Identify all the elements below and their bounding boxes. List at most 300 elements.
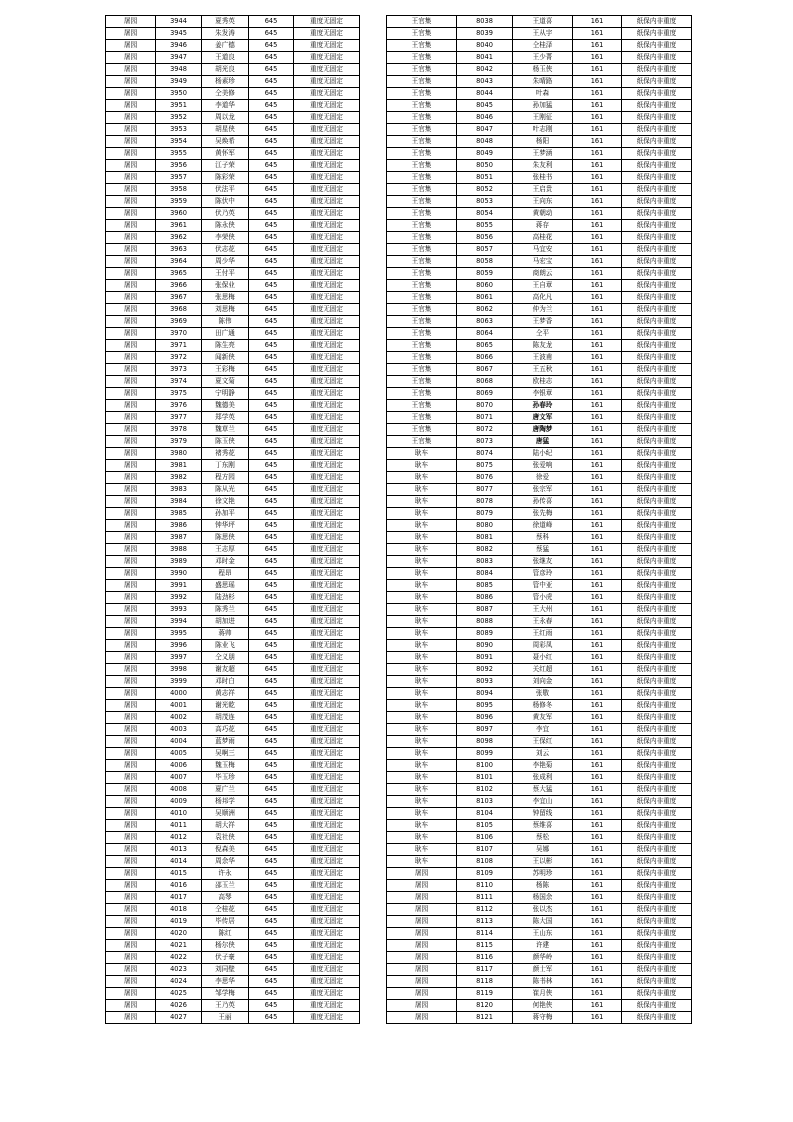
serial-number-cell: 3949 bbox=[156, 76, 202, 88]
amount-cell: 645 bbox=[249, 568, 294, 580]
table-row bbox=[387, 280, 692, 292]
amount-cell: 161 bbox=[573, 112, 622, 124]
amount-cell: 161 bbox=[573, 232, 622, 244]
table-row bbox=[387, 832, 692, 844]
table-row bbox=[387, 196, 692, 208]
category-cell: 重度无固定 bbox=[294, 700, 360, 712]
name-cell: 王乃英 bbox=[202, 1000, 249, 1012]
town-cell: 屠园 bbox=[106, 64, 156, 76]
serial-number-cell: 8039 bbox=[457, 28, 513, 40]
town-cell: 王官集 bbox=[387, 424, 457, 436]
name-cell: 张宗军 bbox=[513, 484, 573, 496]
category-cell: 重度无固定 bbox=[294, 448, 360, 460]
amount-cell: 161 bbox=[573, 592, 622, 604]
amount-cell: 161 bbox=[573, 796, 622, 808]
amount-cell: 161 bbox=[573, 568, 622, 580]
table-row bbox=[106, 640, 360, 652]
name-cell: 毕传居 bbox=[202, 916, 249, 928]
town-cell: 屠园 bbox=[106, 904, 156, 916]
name-cell: 王刚征 bbox=[513, 112, 573, 124]
category-cell: 纸保内非重度 bbox=[622, 532, 692, 544]
serial-number-cell: 8119 bbox=[457, 988, 513, 1000]
table-row bbox=[106, 232, 360, 244]
town-cell: 耿车 bbox=[387, 544, 457, 556]
serial-number-cell: 3987 bbox=[156, 532, 202, 544]
town-cell: 耿车 bbox=[387, 496, 457, 508]
name-cell: 叶森 bbox=[513, 88, 573, 100]
name-cell: 王红雨 bbox=[513, 628, 573, 640]
town-cell: 王官集 bbox=[387, 244, 457, 256]
name-cell: 高巧花 bbox=[202, 724, 249, 736]
name-cell: 黄怀军 bbox=[202, 148, 249, 160]
category-cell: 重度无固定 bbox=[294, 208, 360, 220]
town-cell: 屠园 bbox=[106, 16, 156, 28]
category-cell: 重度无固定 bbox=[294, 784, 360, 796]
category-cell: 纸保内非重度 bbox=[622, 340, 692, 352]
category-cell: 重度无固定 bbox=[294, 28, 360, 40]
amount-cell: 161 bbox=[573, 616, 622, 628]
table-row bbox=[106, 988, 360, 1000]
serial-number-cell: 8080 bbox=[457, 520, 513, 532]
serial-number-cell: 3951 bbox=[156, 100, 202, 112]
name-cell: 胡大祥 bbox=[202, 820, 249, 832]
amount-cell: 161 bbox=[573, 28, 622, 40]
table-row bbox=[106, 796, 360, 808]
amount-cell: 645 bbox=[249, 16, 294, 28]
category-cell: 纸保内非重度 bbox=[622, 784, 692, 796]
category-cell: 纸保内非重度 bbox=[622, 424, 692, 436]
table-row bbox=[387, 592, 692, 604]
name-cell: 王道良 bbox=[202, 52, 249, 64]
amount-cell: 161 bbox=[573, 784, 622, 796]
name-cell: 胡加进 bbox=[202, 616, 249, 628]
amount-cell: 161 bbox=[573, 808, 622, 820]
name-cell: 伏子豪 bbox=[202, 952, 249, 964]
serial-number-cell: 4024 bbox=[156, 976, 202, 988]
amount-cell: 161 bbox=[573, 52, 622, 64]
category-cell: 纸保内非重度 bbox=[622, 508, 692, 520]
category-cell: 纸保内非重度 bbox=[622, 652, 692, 664]
amount-cell: 161 bbox=[573, 604, 622, 616]
table-row bbox=[387, 760, 692, 772]
category-cell: 纸保内非重度 bbox=[622, 880, 692, 892]
category-cell: 重度无固定 bbox=[294, 64, 360, 76]
serial-number-cell: 8075 bbox=[457, 460, 513, 472]
amount-cell: 645 bbox=[249, 940, 294, 952]
table-row bbox=[387, 376, 692, 388]
name-cell: 杨尔侠 bbox=[202, 940, 249, 952]
town-cell: 屠园 bbox=[106, 208, 156, 220]
category-cell: 纸保内非重度 bbox=[622, 988, 692, 1000]
table-row bbox=[106, 364, 360, 376]
town-cell: 王官集 bbox=[387, 208, 457, 220]
name-cell: 李银章 bbox=[513, 388, 573, 400]
serial-number-cell: 3945 bbox=[156, 28, 202, 40]
serial-number-cell: 3994 bbox=[156, 616, 202, 628]
amount-cell: 645 bbox=[249, 112, 294, 124]
category-cell: 重度无固定 bbox=[294, 604, 360, 616]
amount-cell: 161 bbox=[573, 940, 622, 952]
table-row bbox=[106, 976, 360, 988]
table-row bbox=[106, 160, 360, 172]
serial-number-cell: 3944 bbox=[156, 16, 202, 28]
category-cell: 纸保内非重度 bbox=[622, 928, 692, 940]
amount-cell: 645 bbox=[249, 652, 294, 664]
town-cell: 王官集 bbox=[387, 136, 457, 148]
town-cell: 王官集 bbox=[387, 16, 457, 28]
town-cell: 屠园 bbox=[106, 892, 156, 904]
town-cell: 屠园 bbox=[106, 1000, 156, 1012]
name-cell: 胡星侠 bbox=[202, 124, 249, 136]
table-row bbox=[106, 184, 360, 196]
town-cell: 屠园 bbox=[106, 928, 156, 940]
serial-number-cell: 3997 bbox=[156, 652, 202, 664]
town-cell: 王官集 bbox=[387, 160, 457, 172]
table-row bbox=[387, 64, 692, 76]
amount-cell: 645 bbox=[249, 28, 294, 40]
category-cell: 重度无固定 bbox=[294, 676, 360, 688]
town-cell: 屠园 bbox=[106, 148, 156, 160]
category-cell: 重度无固定 bbox=[294, 436, 360, 448]
amount-cell: 161 bbox=[573, 976, 622, 988]
serial-number-cell: 8092 bbox=[457, 664, 513, 676]
table-row bbox=[106, 472, 360, 484]
category-cell: 重度无固定 bbox=[294, 376, 360, 388]
name-cell: 田广通 bbox=[202, 328, 249, 340]
table-row bbox=[387, 184, 692, 196]
category-cell: 纸保内非重度 bbox=[622, 556, 692, 568]
name-cell: 王彩梅 bbox=[202, 364, 249, 376]
category-cell: 重度无固定 bbox=[294, 232, 360, 244]
name-cell: 朱发涛 bbox=[202, 28, 249, 40]
category-cell: 重度无固定 bbox=[294, 220, 360, 232]
amount-cell: 161 bbox=[573, 916, 622, 928]
amount-cell: 161 bbox=[573, 292, 622, 304]
serial-number-cell: 3964 bbox=[156, 256, 202, 268]
town-cell: 屠园 bbox=[106, 136, 156, 148]
serial-number-cell: 3984 bbox=[156, 496, 202, 508]
table-row bbox=[106, 484, 360, 496]
amount-cell: 645 bbox=[249, 484, 294, 496]
category-cell: 重度无固定 bbox=[294, 52, 360, 64]
name-cell: 王梦涵 bbox=[513, 148, 573, 160]
category-cell: 纸保内非重度 bbox=[622, 388, 692, 400]
town-cell: 屠园 bbox=[106, 544, 156, 556]
town-cell: 耿车 bbox=[387, 628, 457, 640]
category-cell: 纸保内非重度 bbox=[622, 712, 692, 724]
amount-cell: 645 bbox=[249, 856, 294, 868]
serial-number-cell: 8053 bbox=[457, 196, 513, 208]
serial-number-cell: 3958 bbox=[156, 184, 202, 196]
table-row bbox=[106, 724, 360, 736]
category-cell: 纸保内非重度 bbox=[622, 244, 692, 256]
table-row bbox=[106, 76, 360, 88]
category-cell: 纸保内非重度 bbox=[622, 964, 692, 976]
town-cell: 屠园 bbox=[106, 808, 156, 820]
category-cell: 重度无固定 bbox=[294, 472, 360, 484]
serial-number-cell: 8038 bbox=[457, 16, 513, 28]
name-cell: 胡茂连 bbox=[202, 712, 249, 724]
town-cell: 屠园 bbox=[106, 400, 156, 412]
amount-cell: 161 bbox=[573, 496, 622, 508]
category-cell: 纸保内非重度 bbox=[622, 916, 692, 928]
category-cell: 纸保内非重度 bbox=[622, 208, 692, 220]
serial-number-cell: 3952 bbox=[156, 112, 202, 124]
category-cell: 重度无固定 bbox=[294, 268, 360, 280]
serial-number-cell: 8102 bbox=[457, 784, 513, 796]
table-row bbox=[106, 412, 360, 424]
category-cell: 重度无固定 bbox=[294, 880, 360, 892]
name-cell: 陈思侠 bbox=[202, 532, 249, 544]
name-cell: 马宜安 bbox=[513, 244, 573, 256]
table-row bbox=[387, 40, 692, 52]
town-cell: 耿车 bbox=[387, 556, 457, 568]
name-cell: 倪森美 bbox=[202, 844, 249, 856]
name-cell: 王付平 bbox=[202, 268, 249, 280]
category-cell: 纸保内非重度 bbox=[622, 580, 692, 592]
amount-cell: 161 bbox=[573, 736, 622, 748]
table-row bbox=[106, 760, 360, 772]
table-row bbox=[387, 424, 692, 436]
serial-number-cell: 8093 bbox=[457, 676, 513, 688]
table-row bbox=[387, 844, 692, 856]
serial-number-cell: 4021 bbox=[156, 940, 202, 952]
table-row bbox=[387, 796, 692, 808]
serial-number-cell: 3985 bbox=[156, 508, 202, 520]
table-row bbox=[387, 172, 692, 184]
category-cell: 纸保内非重度 bbox=[622, 316, 692, 328]
table-row bbox=[106, 712, 360, 724]
serial-number-cell: 3986 bbox=[156, 520, 202, 532]
name-cell: 蒋守梅 bbox=[513, 1012, 573, 1024]
serial-number-cell: 8060 bbox=[457, 280, 513, 292]
name-cell: 陈秀兰 bbox=[202, 604, 249, 616]
table-row bbox=[387, 928, 692, 940]
town-cell: 耿车 bbox=[387, 832, 457, 844]
category-cell: 重度无固定 bbox=[294, 352, 360, 364]
category-cell: 重度无固定 bbox=[294, 1000, 360, 1012]
table-row bbox=[387, 616, 692, 628]
category-cell: 重度无固定 bbox=[294, 340, 360, 352]
amount-cell: 161 bbox=[573, 136, 622, 148]
category-cell: 纸保内非重度 bbox=[622, 172, 692, 184]
amount-cell: 645 bbox=[249, 88, 294, 100]
category-cell: 重度无固定 bbox=[294, 1012, 360, 1024]
town-cell: 屠园 bbox=[106, 244, 156, 256]
serial-number-cell: 3959 bbox=[156, 196, 202, 208]
town-cell: 屠园 bbox=[106, 772, 156, 784]
serial-number-cell: 3991 bbox=[156, 580, 202, 592]
town-cell: 王官集 bbox=[387, 172, 457, 184]
category-cell: 纸保内非重度 bbox=[622, 160, 692, 172]
serial-number-cell: 4023 bbox=[156, 964, 202, 976]
category-cell: 纸保内非重度 bbox=[622, 628, 692, 640]
serial-number-cell: 4006 bbox=[156, 760, 202, 772]
town-cell: 王官集 bbox=[387, 436, 457, 448]
table-row bbox=[387, 892, 692, 904]
amount-cell: 161 bbox=[573, 148, 622, 160]
town-cell: 耿车 bbox=[387, 844, 457, 856]
table-row bbox=[387, 88, 692, 100]
town-cell: 王官集 bbox=[387, 280, 457, 292]
name-cell: 张先梅 bbox=[513, 508, 573, 520]
town-cell: 屠园 bbox=[106, 196, 156, 208]
name-cell: 唐陶梦 bbox=[513, 424, 573, 436]
table-row bbox=[106, 424, 360, 436]
name-cell: 唐文军 bbox=[513, 412, 573, 424]
amount-cell: 161 bbox=[573, 688, 622, 700]
town-cell: 屠园 bbox=[106, 112, 156, 124]
town-cell: 屠园 bbox=[106, 592, 156, 604]
serial-number-cell: 8115 bbox=[457, 940, 513, 952]
amount-cell: 645 bbox=[249, 316, 294, 328]
table-row bbox=[387, 448, 692, 460]
name-cell: 陈永侠 bbox=[202, 220, 249, 232]
town-cell: 屠园 bbox=[106, 364, 156, 376]
town-cell: 屠园 bbox=[106, 28, 156, 40]
town-cell: 王官集 bbox=[387, 124, 457, 136]
table-row bbox=[106, 688, 360, 700]
amount-cell: 161 bbox=[573, 268, 622, 280]
town-cell: 王官集 bbox=[387, 184, 457, 196]
serial-number-cell: 8040 bbox=[457, 40, 513, 52]
category-cell: 纸保内非重度 bbox=[622, 88, 692, 100]
serial-number-cell: 8048 bbox=[457, 136, 513, 148]
serial-number-cell: 3992 bbox=[156, 592, 202, 604]
amount-cell: 645 bbox=[249, 412, 294, 424]
category-cell: 纸保内非重度 bbox=[622, 232, 692, 244]
name-cell: 夏广兰 bbox=[202, 784, 249, 796]
category-cell: 重度无固定 bbox=[294, 892, 360, 904]
town-cell: 屠园 bbox=[106, 700, 156, 712]
category-cell: 纸保内非重度 bbox=[622, 52, 692, 64]
table-row bbox=[106, 256, 360, 268]
serial-number-cell: 8041 bbox=[457, 52, 513, 64]
name-cell: 吴娜 bbox=[513, 844, 573, 856]
amount-cell: 161 bbox=[573, 76, 622, 88]
category-cell: 重度无固定 bbox=[294, 736, 360, 748]
town-cell: 耿车 bbox=[387, 484, 457, 496]
category-cell: 纸保内非重度 bbox=[622, 832, 692, 844]
amount-cell: 645 bbox=[249, 868, 294, 880]
category-cell: 重度无固定 bbox=[294, 760, 360, 772]
table-row bbox=[387, 916, 692, 928]
amount-cell: 161 bbox=[573, 100, 622, 112]
amount-cell: 645 bbox=[249, 76, 294, 88]
table-row bbox=[106, 868, 360, 880]
name-cell: 魏草兰 bbox=[202, 424, 249, 436]
amount-cell: 161 bbox=[573, 856, 622, 868]
table-row bbox=[106, 568, 360, 580]
serial-number-cell: 8047 bbox=[457, 124, 513, 136]
amount-cell: 645 bbox=[249, 100, 294, 112]
category-cell: 重度无固定 bbox=[294, 328, 360, 340]
table-row bbox=[387, 700, 692, 712]
serial-number-cell: 4013 bbox=[156, 844, 202, 856]
town-cell: 王官集 bbox=[387, 412, 457, 424]
name-cell: 欧桂志 bbox=[513, 376, 573, 388]
name-cell: 张成利 bbox=[513, 772, 573, 784]
amount-cell: 161 bbox=[573, 304, 622, 316]
table-row bbox=[106, 448, 360, 460]
name-cell: 王志厚 bbox=[202, 544, 249, 556]
amount-cell: 645 bbox=[249, 664, 294, 676]
town-cell: 耿车 bbox=[387, 700, 457, 712]
serial-number-cell: 3998 bbox=[156, 664, 202, 676]
amount-cell: 645 bbox=[249, 340, 294, 352]
amount-cell: 645 bbox=[249, 952, 294, 964]
amount-cell: 645 bbox=[249, 724, 294, 736]
name-cell: 陈友龙 bbox=[513, 340, 573, 352]
name-cell: 杨邦学 bbox=[202, 796, 249, 808]
category-cell: 重度无固定 bbox=[294, 808, 360, 820]
name-cell: 王从宇 bbox=[513, 28, 573, 40]
amount-cell: 645 bbox=[249, 280, 294, 292]
town-cell: 耿车 bbox=[387, 448, 457, 460]
town-cell: 王官集 bbox=[387, 196, 457, 208]
serial-number-cell: 3960 bbox=[156, 208, 202, 220]
town-cell: 屠园 bbox=[106, 52, 156, 64]
category-cell: 重度无固定 bbox=[294, 964, 360, 976]
category-cell: 纸保内非重度 bbox=[622, 100, 692, 112]
serial-number-cell: 3977 bbox=[156, 412, 202, 424]
amount-cell: 645 bbox=[249, 700, 294, 712]
table-row bbox=[106, 124, 360, 136]
amount-cell: 645 bbox=[249, 748, 294, 760]
amount-cell: 645 bbox=[249, 808, 294, 820]
table-row bbox=[387, 436, 692, 448]
table-row bbox=[106, 376, 360, 388]
table-row bbox=[387, 472, 692, 484]
table-row bbox=[106, 604, 360, 616]
amount-cell: 161 bbox=[573, 640, 622, 652]
table-row bbox=[106, 856, 360, 868]
name-cell: 蒋存 bbox=[513, 220, 573, 232]
table-row bbox=[106, 40, 360, 52]
serial-number-cell: 4008 bbox=[156, 784, 202, 796]
serial-number-cell: 8103 bbox=[457, 796, 513, 808]
town-cell: 耿车 bbox=[387, 820, 457, 832]
town-cell: 屠园 bbox=[106, 256, 156, 268]
town-cell: 屠园 bbox=[106, 832, 156, 844]
table-row bbox=[106, 580, 360, 592]
name-cell: 苏明珍 bbox=[513, 868, 573, 880]
town-cell: 屠园 bbox=[106, 496, 156, 508]
name-cell: 陆劲杉 bbox=[202, 592, 249, 604]
amount-cell: 161 bbox=[573, 676, 622, 688]
town-cell: 屠园 bbox=[106, 388, 156, 400]
name-cell: 刘思梅 bbox=[202, 304, 249, 316]
town-cell: 耿车 bbox=[387, 472, 457, 484]
table-row bbox=[106, 892, 360, 904]
amount-cell: 161 bbox=[573, 880, 622, 892]
category-cell: 重度无固定 bbox=[294, 316, 360, 328]
serial-number-cell: 8042 bbox=[457, 64, 513, 76]
name-cell: 孙加猛 bbox=[513, 100, 573, 112]
serial-number-cell: 8094 bbox=[457, 688, 513, 700]
name-cell: 杨玉侠 bbox=[513, 64, 573, 76]
category-cell: 重度无固定 bbox=[294, 124, 360, 136]
category-cell: 纸保内非重度 bbox=[622, 280, 692, 292]
serial-number-cell: 8116 bbox=[457, 952, 513, 964]
category-cell: 重度无固定 bbox=[294, 256, 360, 268]
town-cell: 屠园 bbox=[387, 916, 457, 928]
amount-cell: 161 bbox=[573, 904, 622, 916]
name-cell: 闻新侠 bbox=[202, 352, 249, 364]
table-row bbox=[387, 880, 692, 892]
category-cell: 纸保内非重度 bbox=[622, 304, 692, 316]
name-cell: 郑学英 bbox=[202, 412, 249, 424]
